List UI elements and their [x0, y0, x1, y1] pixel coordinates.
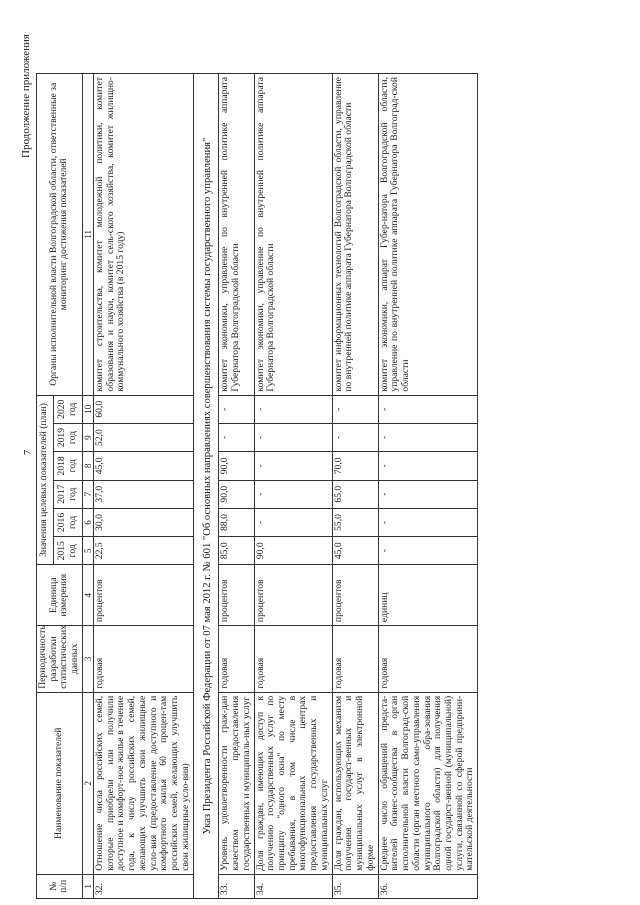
- responsible-organs: комитет информационных технологий Волгоградской области, управление по внутренней политике аппарата Губернатора Волгоградской области: [332, 74, 378, 396]
- column-index: 8: [82, 452, 93, 480]
- value-2019: -: [332, 423, 378, 451]
- value-2017: -: [254, 480, 332, 508]
- column-index: 10: [82, 395, 93, 423]
- indicator-unit: процентов: [94, 565, 194, 626]
- value-2020: -: [219, 395, 254, 423]
- header-name: Наименование показателей: [37, 692, 83, 874]
- value-2017: 90,0: [219, 480, 254, 508]
- column-index: 2: [82, 692, 93, 874]
- value-2018: 70,0: [332, 452, 378, 480]
- indicator-period: годовая: [378, 626, 478, 693]
- section-heading-row: [193, 74, 219, 899]
- value-2018: 45,0: [94, 452, 194, 480]
- value-2015: 45,0: [332, 537, 378, 565]
- section-title: Указ Президента Российской Федерации от 07 мая 2012 г. № 601 "Об основных направлениях совершенствования системы государственного управления": [193, 74, 219, 899]
- responsible-organs: комитет экономики, управление по внутренней политике аппарата Губернатора Волгоградской области: [254, 74, 332, 396]
- indicator-name: Уровень удовлетворенности граж-дан качеством предоставления государственных и муниципаль-ных услуг: [219, 692, 254, 874]
- table-row: [332, 74, 378, 899]
- column-index: 1: [82, 874, 93, 898]
- indicator-name: Доля граждан, использующих механизм получения государст-венных и муниципальных услуг в электронной форме: [332, 692, 378, 874]
- indicator-unit: процентов: [332, 565, 378, 626]
- row-number: 35.: [332, 874, 378, 898]
- value-2017: 37,0: [94, 480, 194, 508]
- indicator-name: Среднее число обращений предста-вителей бизнес-сообщества в орган исполнительной власти Волгоград-ской области (орган местного само-управления муниципального обра-зования Волгоградской области) для получения одной государст-венной (муниципальной) услуги, связанной со сферой предприни-мательской деятельности: [378, 692, 478, 874]
- indicator-period: годовая: [254, 626, 332, 693]
- value-2016: 30,0: [94, 508, 194, 536]
- indicator-name: Доля граждан, имеющих доступ к получению государственных услуг по принципу "одного окна" по месту пребывания, в том числе в многофункциональных центрах предоставления государственных и муниципальных услуг: [254, 692, 332, 874]
- value-2018: -: [254, 452, 332, 480]
- value-2015: 22,5: [94, 537, 194, 565]
- responsible-organs: комитет строительства, комитет молодежной политики, комитет образования и науки, комитет сель-ского хозяйства, комитет жилищно-коммунального хозяйства (в 2015 году): [94, 74, 194, 396]
- value-2016: -: [254, 508, 332, 536]
- value-2019: -: [254, 423, 332, 451]
- table-row: [378, 74, 478, 899]
- table-row: [219, 74, 254, 899]
- value-2020: 60,0: [94, 395, 194, 423]
- column-index-row: [82, 74, 93, 899]
- header-year: 2015 год: [53, 537, 82, 565]
- column-index: 3: [82, 626, 93, 693]
- table-row: [94, 74, 194, 899]
- continuation-label: Продолжение приложения: [20, 34, 32, 158]
- value-2018: -: [378, 452, 478, 480]
- header-values-group: Значения целевых показателей (план): [37, 395, 54, 565]
- value-2020: -: [378, 395, 478, 423]
- header-year: 2016 год: [53, 508, 82, 536]
- page-number: 7: [22, 449, 34, 456]
- value-2019: 52,0: [94, 423, 194, 451]
- header-period: Периодичность разработки статистических данных: [37, 626, 83, 693]
- header-num: № п/п: [37, 874, 83, 898]
- column-index: 11: [82, 74, 93, 396]
- header-year: 2019 год: [53, 423, 82, 451]
- value-2015: 85,0: [219, 537, 254, 565]
- value-2017: 65,0: [332, 480, 378, 508]
- indicator-name: Отношение числа российских семей, которые приобрели или получили доступное и комфорт-ное жилье в течение года, к числу российских семей, желающих улучшить свои жилищные усло-вия (предоставление доступного и комфортного жилья 60 процен-там российских семей, желающих улучшить свои жилищные усло-вия): [94, 692, 194, 874]
- indicators-table: [36, 73, 478, 899]
- header-year: 2020 год: [53, 395, 82, 423]
- value-2016: -: [378, 508, 478, 536]
- indicator-unit: процентов: [254, 565, 332, 626]
- column-index: 7: [82, 480, 93, 508]
- row-number: 33.: [219, 874, 254, 898]
- table-row: [254, 74, 332, 899]
- value-2020: -: [332, 395, 378, 423]
- responsible-organs: комитет экономики, управление по внутренней политике аппарата Губернатора Волгоградской области: [219, 74, 254, 396]
- column-index: 9: [82, 423, 93, 451]
- header-row: [37, 74, 54, 899]
- value-2015: -: [378, 537, 478, 565]
- indicator-period: годовая: [94, 626, 194, 693]
- row-number: 34.: [254, 874, 332, 898]
- value-2019: -: [378, 423, 478, 451]
- value-2016: 55,0: [332, 508, 378, 536]
- value-2019: -: [219, 423, 254, 451]
- value-2017: -: [378, 480, 478, 508]
- value-2018: 90,0: [219, 452, 254, 480]
- column-index: 4: [82, 565, 93, 626]
- header-year: 2017 год: [53, 480, 82, 508]
- value-2016: 88,0: [219, 508, 254, 536]
- value-2020: -: [254, 395, 332, 423]
- indicator-period: годовая: [219, 626, 254, 693]
- row-number: 32.: [94, 874, 194, 898]
- header-organs: Органы исполнительной власти Волгоградской области, ответственные за мониторинг достижения показателей: [37, 74, 83, 396]
- indicator-period: годовая: [332, 626, 378, 693]
- column-index: 6: [82, 508, 93, 536]
- indicator-unit: процентов: [219, 565, 254, 626]
- indicator-unit: единиц: [378, 565, 478, 626]
- row-number: 36.: [378, 874, 478, 898]
- header-unit: Единица измерения: [37, 565, 83, 626]
- header-year: 2018 год: [53, 452, 82, 480]
- responsible-organs: комитет экономики, аппарат Губер-натора Волгоградской области, управление по внутренней политике аппарата Губернатора Волгоград-ской области: [378, 74, 478, 396]
- column-index: 5: [82, 537, 93, 565]
- value-2015: 90,0: [254, 537, 332, 565]
